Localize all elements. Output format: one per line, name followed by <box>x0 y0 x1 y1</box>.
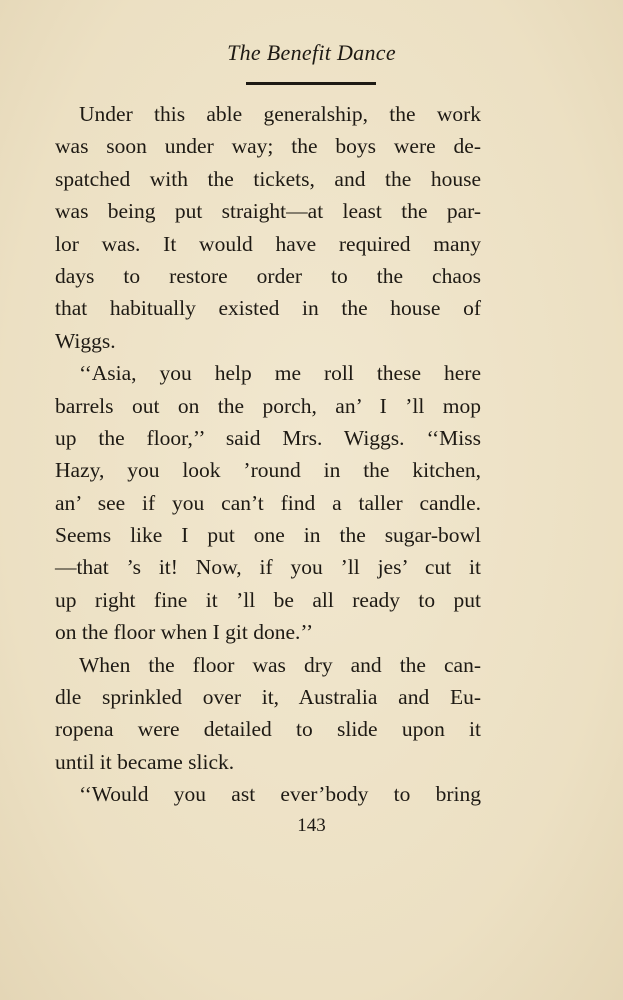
text-line: up the floor,’’ said Mrs. Wiggs. ‘‘Miss <box>55 425 481 450</box>
page-number: 143 <box>297 815 326 836</box>
text-line: was being put straight—at least the par- <box>55 199 481 224</box>
text-line: until it became slick. <box>55 749 235 774</box>
header-rule <box>246 82 376 85</box>
text-line: ropena were detailed to slide upon it <box>55 717 481 742</box>
running-head: The Benefit Dance <box>227 40 396 65</box>
text-line: an’ see if you can’t find a taller candle. <box>55 490 481 515</box>
text-line: was soon under way; the boys were de- <box>55 134 481 159</box>
text-line: ‘‘Asia, you help me roll these here <box>79 361 481 386</box>
text-line: on the floor when I git done.’’ <box>55 620 314 645</box>
text-line: Hazy, you look ’round in the kitchen, <box>55 458 481 483</box>
text-line: Seems like I put one in the sugar-bowl <box>55 523 481 548</box>
text-line: dle sprinkled over it, Australia and Eu- <box>55 685 481 710</box>
text-line: Under this able generalship, the work <box>79 102 481 126</box>
body-text <box>55 98 481 811</box>
text-line: When the floor was dry and the can- <box>79 652 481 677</box>
text-line: barrels out on the porch, an’ I ’ll mop <box>55 393 481 418</box>
text-line: up right fine it ’ll be all ready to put <box>55 587 481 612</box>
text-line: ‘‘Would you ast ever’body to bring <box>79 782 481 807</box>
text-line: days to restore order to the chaos <box>55 263 481 288</box>
text-line: that habitually existed in the house of <box>55 296 481 321</box>
text-line: lor was. It would have required many <box>55 231 481 256</box>
text-line: spatched with the tickets, and the house <box>55 166 481 191</box>
text-line: —that ’s it! Now, if you ’ll jes’ cut it <box>55 555 481 580</box>
text-line: Wiggs. <box>55 328 116 353</box>
